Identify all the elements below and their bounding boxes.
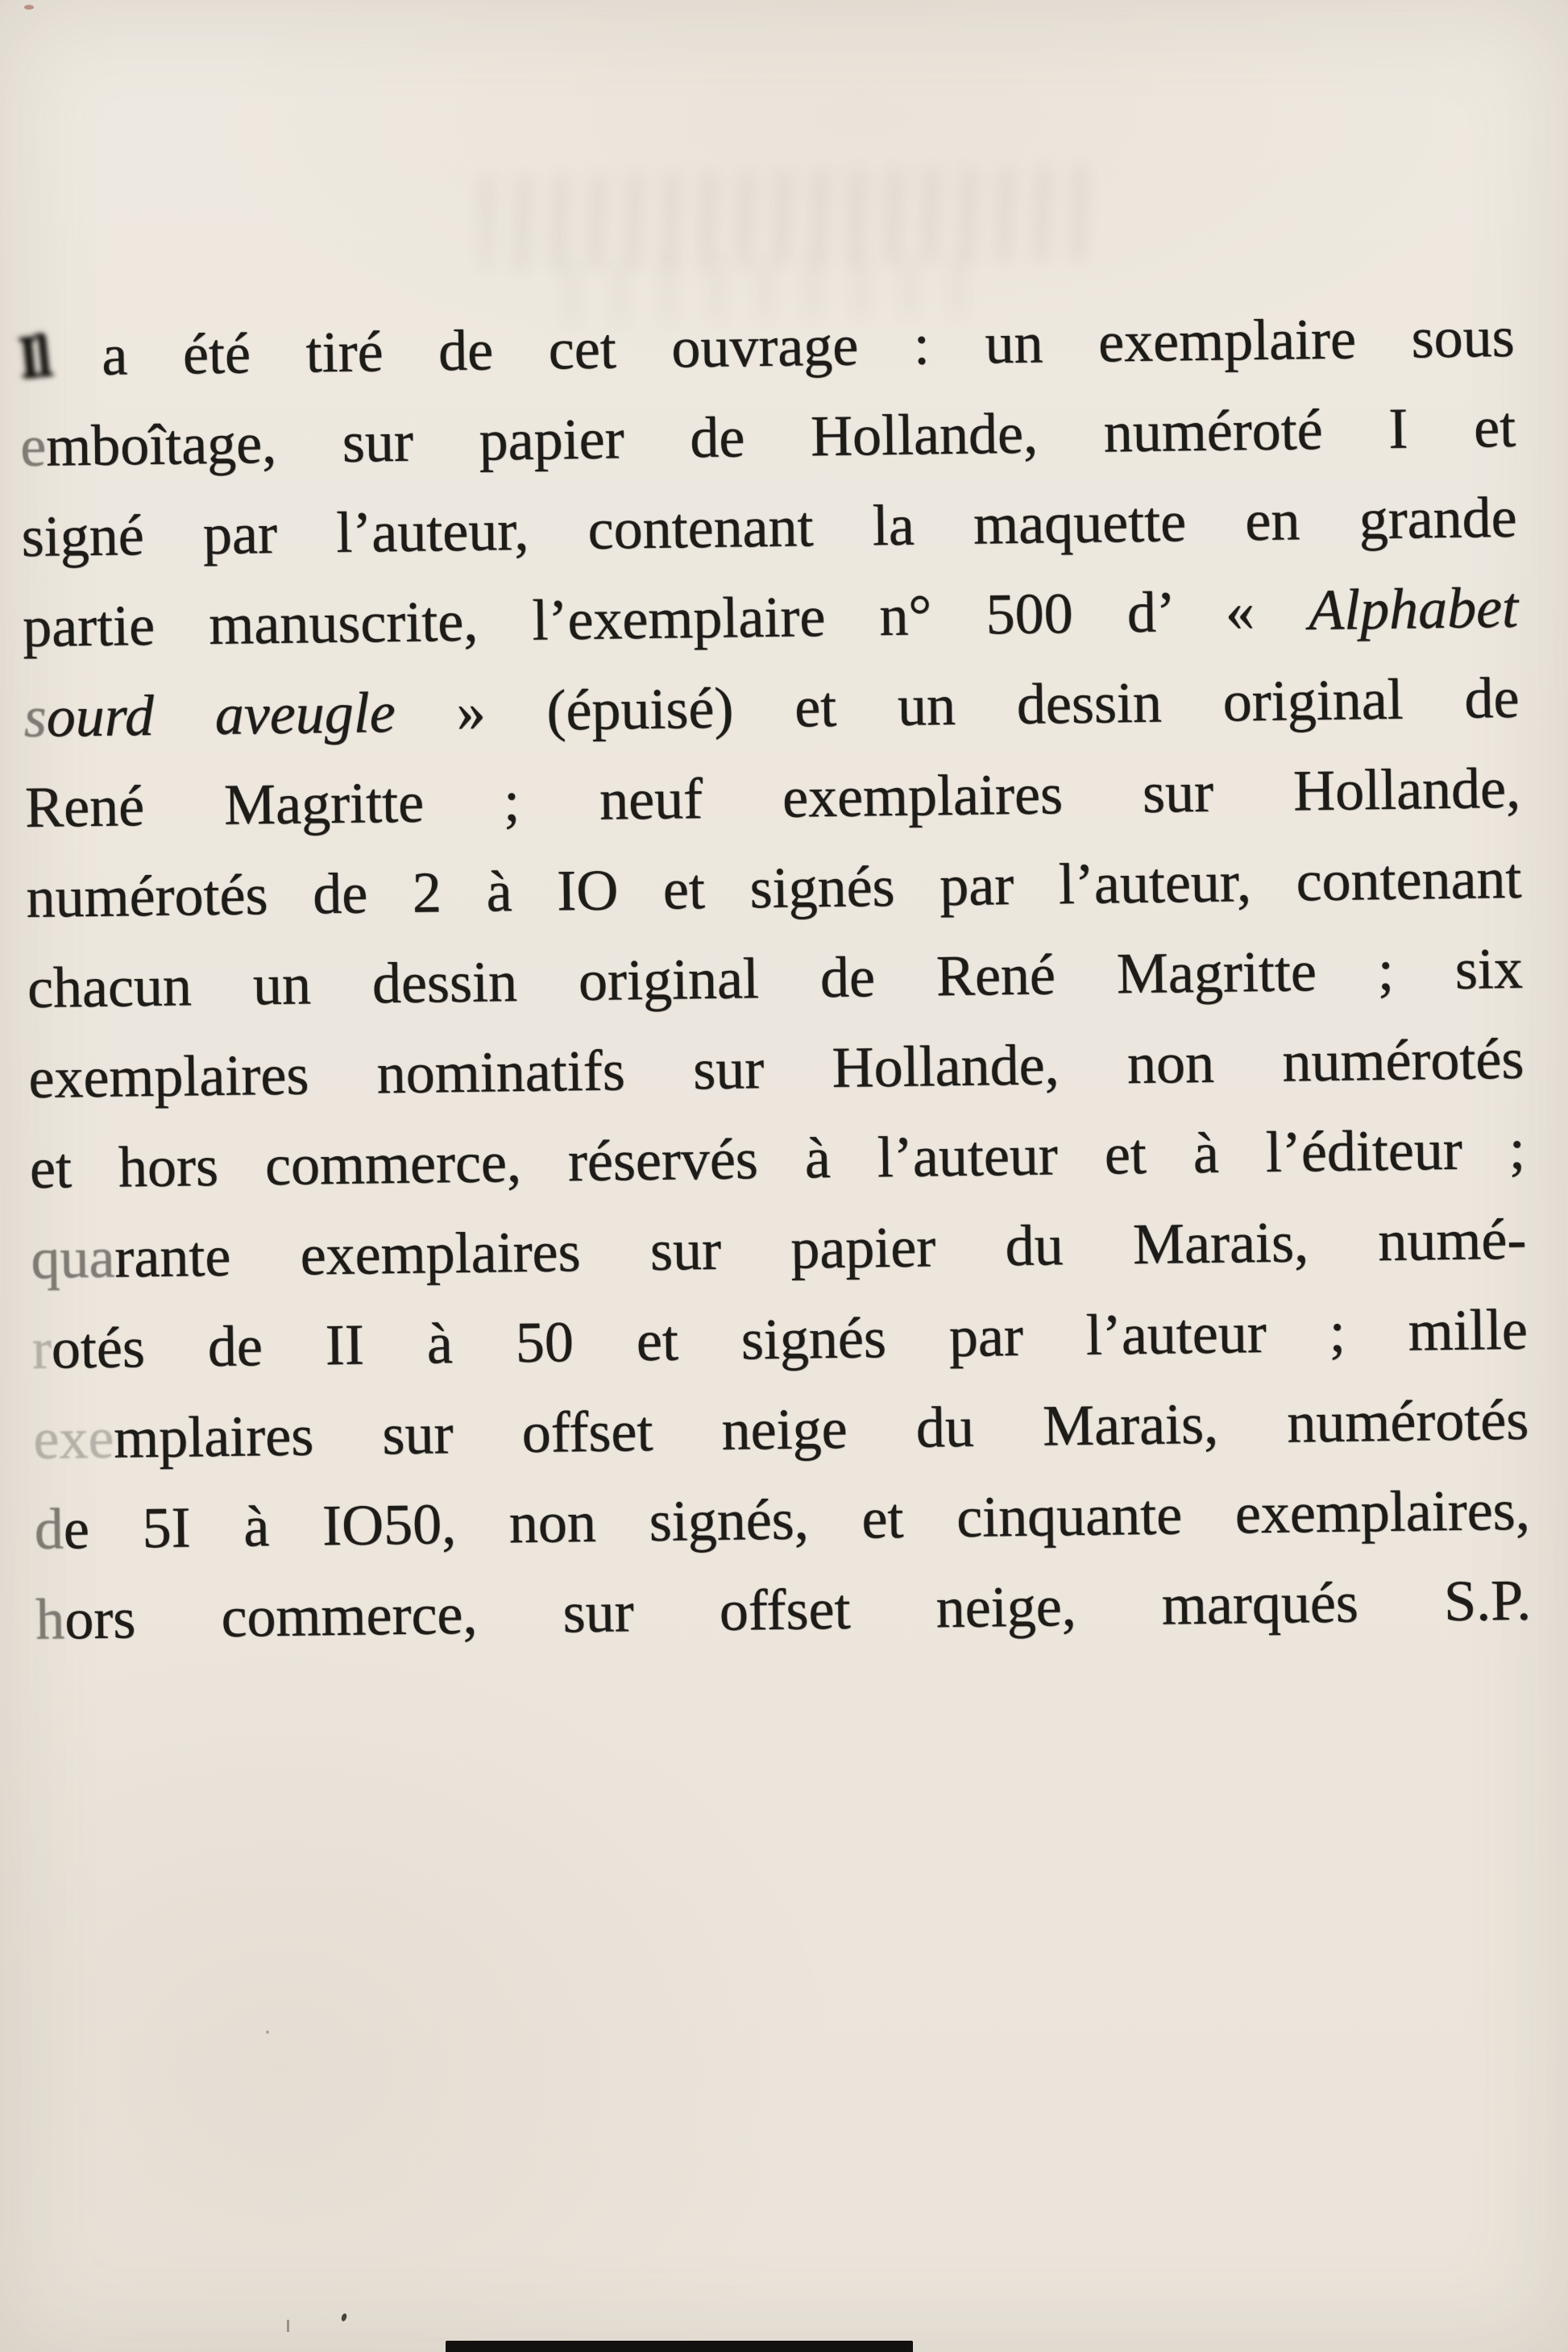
text-segment: chacun un dessin original de René Magritte ; six bbox=[27, 935, 1524, 1020]
ink-speck bbox=[266, 2031, 269, 2034]
text-segment: » (épuisé) et un dessin original de bbox=[395, 665, 1520, 745]
text-segment: d bbox=[34, 1496, 64, 1562]
text-segment: et hors commerce, réservés à l’auteur et à l’éditeur ; bbox=[29, 1116, 1526, 1201]
text-segment: mboîtage, sur papier de Hollande, numéroté I et bbox=[45, 394, 1516, 479]
text-segment: ourd aveugle bbox=[46, 679, 396, 749]
scan-artifact-bar bbox=[446, 2341, 913, 2352]
text-segment: René Magritte ; neuf exemplaires sur Hollande, bbox=[24, 755, 1521, 840]
text-segment: partie manuscrite, l’exemplaire n° 500 d’ « bbox=[22, 578, 1309, 660]
text-segment: rante exemplaires sur papier du Marais, numé- bbox=[114, 1206, 1527, 1290]
text-segment: a été tiré de cet ouvrage : un exemplaire sous bbox=[46, 304, 1516, 388]
text-segment: Alphabet bbox=[1308, 575, 1519, 643]
colophon-text bbox=[15, 292, 1532, 1665]
text-segment: ors commerce, sur offset neige, marqués S.P. bbox=[64, 1567, 1532, 1652]
text-line bbox=[35, 1555, 1532, 1665]
text-segment: signé par l’auteur, contenant la maquette en grande bbox=[21, 484, 1518, 570]
text-segment: h bbox=[35, 1587, 65, 1652]
text-segment: Il bbox=[15, 321, 52, 391]
text-segment: numérotés de 2 à IO et signés par l’auteur, contenant bbox=[26, 845, 1522, 931]
text-segment: qua bbox=[30, 1225, 115, 1291]
text-segment: e bbox=[19, 413, 47, 479]
text-segment: e 5I à IO50, non signés, et cinquante exemplaires, bbox=[63, 1477, 1531, 1562]
ink-speck bbox=[287, 2320, 289, 2332]
text-segment: r bbox=[31, 1316, 52, 1381]
text-segment: mplaires sur offset neige du Marais, numérotés bbox=[113, 1387, 1529, 1471]
text-segment: exemplaires nominatifs sur Hollande, non numérotés bbox=[27, 1026, 1524, 1110]
text-segment: otés de II à 50 et signés par l’auteur ; mille bbox=[51, 1296, 1529, 1381]
ink-speck bbox=[341, 2313, 348, 2321]
text-segment: exe bbox=[32, 1405, 114, 1471]
text-segment: s bbox=[23, 684, 48, 750]
red-speck bbox=[24, 5, 34, 10]
show-through-smudge bbox=[481, 165, 1087, 271]
